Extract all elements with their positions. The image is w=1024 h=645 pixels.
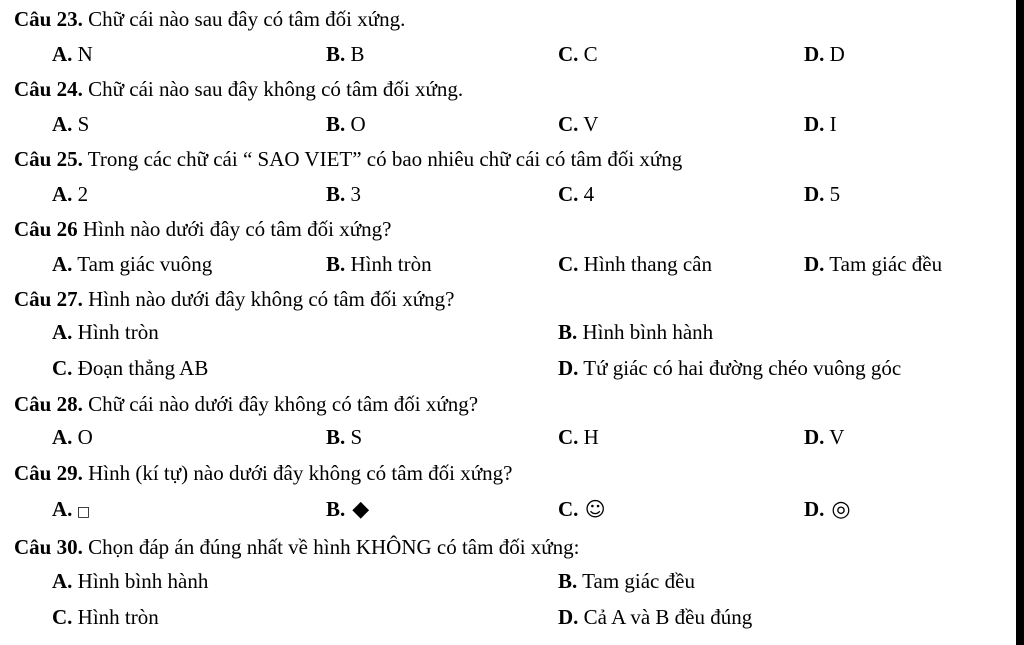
- options-26: [0, 247, 1016, 281]
- question-text: Chọn đáp án đúng nhất về hình KHÔNG có tâm đối xứng:: [82, 535, 580, 559]
- option-label: C.: [52, 356, 73, 380]
- option-text: Hình thang cân: [578, 252, 712, 276]
- option-label: C.: [558, 42, 579, 66]
- option-label: D.: [804, 252, 825, 276]
- question-text: Hình (kí tự) nào dưới đây không có tâm đối xứng?: [82, 461, 513, 485]
- option-label: A.: [52, 569, 73, 593]
- question-text: Chữ cái nào dưới đây không có tâm đối xứng?: [82, 392, 479, 416]
- option-a: [52, 564, 208, 598]
- option-c: [558, 492, 606, 526]
- option-d: [804, 247, 942, 281]
- option-label: C.: [558, 497, 579, 521]
- options-30-row-2: [0, 600, 1016, 634]
- option-label: B.: [326, 112, 346, 136]
- question-25: [14, 142, 1024, 176]
- option-label: A.: [52, 320, 73, 344]
- option-text: S: [72, 112, 90, 136]
- option-b: [326, 247, 432, 281]
- option-text: Cả A và B đều đúng: [578, 605, 753, 629]
- option-label: C.: [558, 182, 579, 206]
- option-text: 5: [824, 182, 841, 206]
- option-d: [804, 37, 845, 71]
- option-text: B: [345, 42, 365, 66]
- options-23: [0, 37, 1016, 71]
- option-label: D.: [804, 497, 825, 521]
- option-text: 4: [578, 182, 595, 206]
- option-a: [52, 107, 89, 141]
- option-c: [52, 351, 208, 385]
- question-24: [14, 72, 1024, 106]
- option-text: V: [824, 425, 845, 449]
- question-label: Câu 23.: [14, 7, 83, 31]
- option-d: [804, 177, 840, 211]
- option-text: V: [578, 112, 599, 136]
- smiley-icon: ☺: [578, 497, 606, 521]
- option-text: Hình bình hành: [577, 320, 714, 344]
- option-label: A.: [52, 182, 73, 206]
- question-text: Chữ cái nào sau đây không có tâm đối xứng.: [82, 77, 464, 101]
- option-label: B.: [326, 497, 346, 521]
- option-label: A.: [52, 497, 73, 521]
- options-30-row-1: [0, 564, 1016, 598]
- option-text: 3: [345, 182, 362, 206]
- question-text: Hình nào dưới đây không có tâm đối xứng?: [82, 287, 455, 311]
- option-c: [558, 177, 594, 211]
- option-label: B.: [326, 425, 346, 449]
- option-label: D.: [558, 605, 579, 629]
- option-a: [52, 420, 93, 454]
- option-label: B.: [558, 320, 578, 344]
- bullseye-icon: ◎: [824, 497, 851, 522]
- option-text: C: [578, 42, 598, 66]
- option-c: [52, 600, 159, 634]
- square-icon: □: [72, 504, 91, 520]
- option-text: 2: [72, 182, 89, 206]
- question-27: [14, 282, 1024, 316]
- option-label: D.: [804, 112, 825, 136]
- option-b: [558, 315, 713, 349]
- options-24: [0, 107, 1016, 141]
- option-text: S: [345, 425, 363, 449]
- option-d: [804, 107, 837, 141]
- option-text: Tứ giác có hai đường chéo vuông góc: [578, 356, 902, 380]
- option-b: [326, 177, 361, 211]
- question-23: [14, 2, 1024, 36]
- option-c: [558, 37, 598, 71]
- question-label: Câu 28.: [14, 392, 83, 416]
- option-text: Hình bình hành: [72, 569, 209, 593]
- option-text: Hình tròn: [72, 605, 159, 629]
- question-label: Câu 26: [14, 217, 78, 241]
- option-label: C.: [52, 605, 73, 629]
- option-b: [326, 420, 362, 454]
- option-text: I: [824, 112, 837, 136]
- question-label: Câu 29.: [14, 461, 83, 485]
- options-25: [0, 177, 1016, 211]
- option-label: B.: [558, 569, 578, 593]
- option-c: [558, 420, 599, 454]
- option-text: Tam giác đều: [824, 252, 943, 276]
- options-27-row-1: [0, 315, 1016, 349]
- question-label: Câu 24.: [14, 77, 83, 101]
- question-28: [14, 387, 1024, 421]
- option-text: N: [72, 42, 93, 66]
- question-text: Hình nào dưới đây có tâm đối xứng?: [77, 217, 392, 241]
- question-label: Câu 25.: [14, 147, 83, 171]
- options-27-row-2: [0, 351, 1016, 385]
- option-label: A.: [52, 42, 73, 66]
- option-label: A.: [52, 425, 73, 449]
- diamond-icon: ◆: [345, 497, 370, 522]
- option-b: [326, 37, 365, 71]
- question-label: Câu 30.: [14, 535, 83, 559]
- options-29: [0, 492, 1016, 526]
- option-a: [52, 247, 212, 281]
- option-text: Tam giác đều: [577, 569, 695, 593]
- option-label: C.: [558, 252, 579, 276]
- option-d: [804, 492, 851, 527]
- option-label: A.: [52, 252, 73, 276]
- question-label: Câu 27.: [14, 287, 83, 311]
- option-text: Hình tròn: [345, 252, 432, 276]
- option-label: D.: [804, 42, 825, 66]
- option-label: D.: [804, 182, 825, 206]
- option-c: [558, 247, 712, 281]
- option-text: O: [72, 425, 93, 449]
- option-text: O: [345, 112, 366, 136]
- option-text: Tam giác vuông: [72, 252, 213, 276]
- option-label: B.: [326, 182, 346, 206]
- option-c: [558, 107, 598, 141]
- option-b: [326, 107, 366, 141]
- option-label: C.: [558, 425, 579, 449]
- options-28: [0, 420, 1016, 454]
- option-d: [558, 351, 901, 385]
- question-text: Chữ cái nào sau đây có tâm đối xứng.: [82, 7, 406, 31]
- option-text: Đoạn thẳng AB: [72, 356, 209, 380]
- option-label: C.: [558, 112, 579, 136]
- option-d: [804, 420, 844, 454]
- option-b: [326, 492, 369, 527]
- option-label: B.: [326, 42, 346, 66]
- option-label: A.: [52, 112, 73, 136]
- option-text: D: [824, 42, 845, 66]
- question-26: [14, 212, 1024, 246]
- option-a: [52, 177, 88, 211]
- option-a: [52, 492, 90, 529]
- question-29: [14, 456, 1024, 490]
- question-30: [14, 530, 1024, 564]
- question-text: Trong các chữ cái “ SAO VIET” có bao nhiêu chữ cái có tâm đối xứng: [82, 147, 683, 171]
- option-a: [52, 315, 159, 349]
- option-text: H: [578, 425, 599, 449]
- option-a: [52, 37, 93, 71]
- option-text: Hình tròn: [72, 320, 159, 344]
- option-label: D.: [804, 425, 825, 449]
- option-d: [558, 600, 752, 634]
- option-label: D.: [558, 356, 579, 380]
- option-label: B.: [326, 252, 346, 276]
- option-b: [558, 564, 695, 598]
